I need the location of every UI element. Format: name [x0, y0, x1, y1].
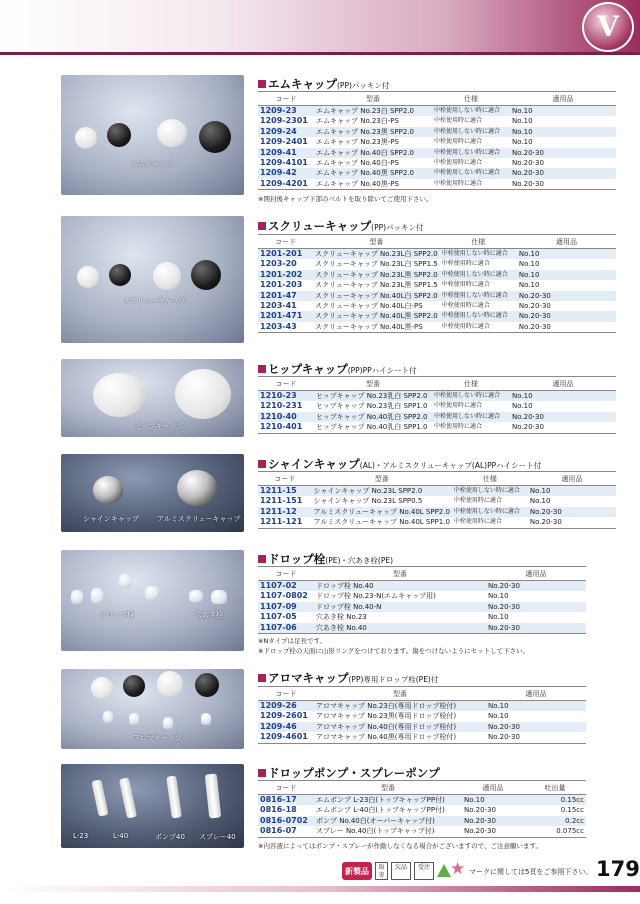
column-header: 仕様 [452, 472, 528, 486]
spec-table-em-cap [258, 91, 616, 190]
table-row: 1107-05 穴あき栓 No.23 No.10 [260, 612, 509, 622]
column-header: 仕様 [432, 377, 510, 391]
photo-label: アルミスクリューキャップ [157, 515, 241, 523]
column-header: コード [258, 567, 314, 581]
table-row: 1203-20 スクリューキャップ No.23L白 SPP1.5 中栓使用時に適合 No.10 [260, 259, 540, 269]
photo-label: ポンプ40 [155, 833, 185, 841]
column-header: 型番 [314, 377, 432, 391]
column-header: 適用品 [462, 781, 524, 795]
product-photo-em-cap [61, 75, 244, 195]
spec-table-shine-cap [258, 471, 616, 529]
star-mark-icon: ★ [450, 859, 466, 879]
section-title-aroma-cap: アロマキャップ(PP)専用ドロップ栓(PE)付 [258, 670, 438, 686]
photo-label: 穴あき栓 [195, 611, 223, 619]
column-header: コード [258, 235, 313, 249]
photo-label: シャインキャップ [83, 515, 139, 523]
photo-label: スクリューキャップ [123, 297, 186, 305]
section-title-drop-plug: ドロップ栓(PE)・穴あき栓(PE) [258, 551, 393, 567]
column-header: 仕様 [432, 92, 510, 106]
badge-new: 新製品 [342, 862, 372, 880]
table-row: 1201-201 スクリューキャップ No.23L白 SPP2.0 中栓使用しない時に適合 No.10 [258, 249, 616, 260]
spec-table-aroma-cap [258, 686, 586, 744]
spec-table-hip-cap [258, 376, 616, 434]
table-row: 1209-4101 エムキャップ No.40白-PS 中栓使用時に適合 No.20-30 [260, 158, 544, 168]
table-row: 1211-121 アルミスクリューキャップ No.40L SPP1.0 中栓使用時に適合 No.20-30 [258, 517, 616, 528]
table-row: 1107-09 ドロップ栓 No.40-N No.20-30 [258, 602, 586, 612]
table-row: 0816-0702 ポンプ No.40白(オーバーキャップ付) No.20-30 0.2cc [260, 815, 584, 825]
table-row: 0816-07 スプレー No.40白(トップキャップ付) No.20-30 0.075cc [260, 826, 584, 836]
page-number: 179 [596, 857, 640, 881]
table-row: 1107-0802 ドロップ栓 No.23-N(エムキャップ用) No.10 [260, 591, 509, 601]
table-row: 1107-06 穴あき栓 No.40 No.20-30 [258, 623, 586, 634]
photo-label: L-40 [113, 832, 129, 840]
table-row: 1107-02 ドロップ栓 No.40 No.20-30 [258, 581, 586, 592]
column-header: 適用品 [528, 472, 616, 486]
product-photo-shine-cap [61, 454, 244, 532]
section-title-em-cap: エムキャップ(PP)パッキン付 [258, 76, 389, 92]
product-photo-drop-plug [61, 550, 244, 651]
product-photo-screw-cap [61, 216, 244, 343]
table-row: 1209-2601 アロマキャップ No.23黒(専用ドロップ栓付) No.10 [260, 711, 509, 721]
section-note: ※ドロップ栓の天面に山形リングをつけております。傷をつけないようにセットして下さい。 [258, 647, 530, 655]
table-row: 1201-203 スクリューキャップ No.23L黒 SPP1.5 中栓使用時に適合 No.10 [260, 280, 540, 290]
column-header: 適用品 [517, 235, 616, 249]
badge-made-to-order: 受注 [414, 862, 434, 880]
photo-label: ヒップキャップ [135, 422, 184, 430]
badge-stock: 欠品 [391, 862, 411, 880]
column-header: 型番 [314, 567, 486, 581]
spec-table-screw-cap [258, 234, 616, 333]
product-photo-aroma-cap [61, 669, 244, 749]
spec-table-pump [258, 780, 586, 838]
column-header: 型番 [312, 472, 452, 486]
section-title-pump: ドロップポンプ・スプレーポンプ [258, 765, 440, 781]
column-header: コード [258, 472, 312, 486]
product-photo-pump [61, 764, 244, 848]
column-header: コード [258, 92, 314, 106]
table-row: 0816-18 エムポンプ L-40白(トップキャップPP付) No.20-30 0.15cc [260, 805, 584, 815]
column-header: コード [258, 687, 314, 701]
table-row: 1209-4201 エムキャップ No.40黒-PS 中栓使用時に適合 No.20-30 [258, 179, 616, 190]
photo-label: エムキャップ [131, 160, 173, 168]
mark-reference-text: マークに関しては5頁をご参照下さい。 [469, 868, 593, 876]
table-row: 1209-42 エムキャップ No.40黒 SPP2.0 中栓使用しない時に適合 No.20-30 [258, 168, 616, 178]
table-row: 1210-23 ヒップキャップ No.23乳白 SPP2.0 中栓使用しない時に適合 No.10 [258, 391, 616, 402]
badge-order: 取寄 [375, 862, 388, 880]
table-row: 1209-26 アロマキャップ No.23白(専用ドロップ栓付) No.10 [258, 701, 586, 712]
section-note: ※開封後キャップ下部のベルトを取り除いてご使用下さい。 [258, 195, 433, 203]
table-row: 1211-151 シャインキャップ No.23L SPP0.5 中栓使用時に適合 No.10 [260, 496, 551, 506]
photo-label: ドロップ栓 [99, 611, 134, 619]
table-row: 1203-43 スクリューキャップ No.40L黒-PS 中栓使用時に適合 No.20-30 [258, 322, 616, 333]
table-row: 0816-17 エムポンプ L-23白(トップキャップPP付) No.10 0.15cc [260, 795, 584, 804]
table-row: 1201-471 スクリューキャップ No.40L黒 SPP2.0 中栓使用しない時に適合 No.20-30 [258, 311, 616, 321]
photo-label: アロマキャップ [133, 734, 182, 742]
table-row: 1203-41 スクリューキャップ No.40L白-PS 中栓使用時に適合 No.20-30 [260, 301, 551, 311]
table-row: 1210-40 ヒップキャップ No.40乳白 SPP2.0 中栓使用しない時に適合 No.20-30 [258, 412, 616, 422]
table-row: 1201-47 スクリューキャップ No.40L白 SPP2.0 中栓使用しない時に適合 No.20-30 [258, 291, 616, 301]
section-note: ※内容液によってはポンプ・スプレーが作動しなくなる場合がございますので、ご注意願います。 [258, 842, 543, 850]
product-photo-hip-cap [61, 359, 244, 437]
spec-table-drop-plug [258, 566, 586, 634]
header-rule [0, 52, 640, 55]
column-header: 型番 [314, 687, 486, 701]
table-row: 1201-202 スクリューキャップ No.23L黒 SPP2.0 中栓使用しない時に適合 No.10 [258, 270, 616, 280]
column-header: 仕様 [440, 235, 517, 249]
table-row: 1210-231 ヒップキャップ No.23乳白 SPP1.0 中栓使用時に適合 No.10 [260, 401, 533, 411]
column-header: コード [258, 781, 314, 795]
table-row: 1210-401 ヒップキャップ No.40乳白 SPP1.0 中栓使用時に適合 No.20-30 [258, 422, 616, 433]
footer-band [0, 886, 640, 892]
table-row: 1211-12 アルミスクリューキャップ No.40L SPP2.0 中栓使用しない時に適合 No.20-30 [258, 507, 616, 517]
table-row: 1211-15 シャインキャップ No.23L SPP2.0 中栓使用しない時に適合 No.10 [258, 486, 616, 497]
table-row: 1209-2401 エムキャップ No.23黒-PS 中栓使用時に適合 No.10 [260, 137, 533, 147]
section-title-screw-cap: スクリューキャップ(PP)パッキン付 [258, 218, 423, 234]
table-row: 1209-41 エムキャップ No.40白 SPP2.0 中栓使用しない時に適合 No.20-30 [258, 148, 616, 158]
table-row: 1209-4601 アロマキャップ No.40黒(専用ドロップ栓付) No.20-30 [258, 732, 586, 743]
photo-label: スプレー40 [199, 833, 236, 841]
table-row: 1209-24 エムキャップ No.23黒 SPP2.0 中栓使用しない時に適合 No.10 [258, 127, 616, 137]
section-title-shine-cap: シャインキャップ(AL)・アルミスクリューキャップ(AL)PPハイシート付 [258, 456, 541, 472]
column-header: 型番 [314, 92, 432, 106]
photo-label: L-23 [73, 832, 89, 840]
column-header: 型番 [313, 235, 440, 249]
column-header: 適用品 [486, 567, 586, 581]
column-header: コード [258, 377, 314, 391]
section-note: ※Nタイプは足長です。 [258, 637, 326, 645]
column-header: 型番 [314, 781, 462, 795]
table-row: 1209-2301 エムキャップ No.23白-PS 中栓使用時に適合 No.10 [260, 116, 533, 126]
table-row: 1209-23 エムキャップ No.23白 SPP2.0 中栓使用しない時に適合 No.10 [258, 106, 616, 117]
column-header: 適用品 [510, 377, 616, 391]
column-header: 適用品 [510, 92, 616, 106]
table-row: 1209-46 アロマキャップ No.40白(専用ドロップ栓付) No.20-30 [258, 722, 586, 732]
column-header: 吐出量 [524, 781, 586, 795]
header-band [0, 0, 640, 52]
brand-emblem-icon: V [582, 2, 634, 52]
column-header: 適用品 [486, 687, 586, 701]
triangle-mark-icon [437, 864, 451, 877]
section-title-hip-cap: ヒップキャップ(PP)PPハイシート付 [258, 361, 417, 377]
